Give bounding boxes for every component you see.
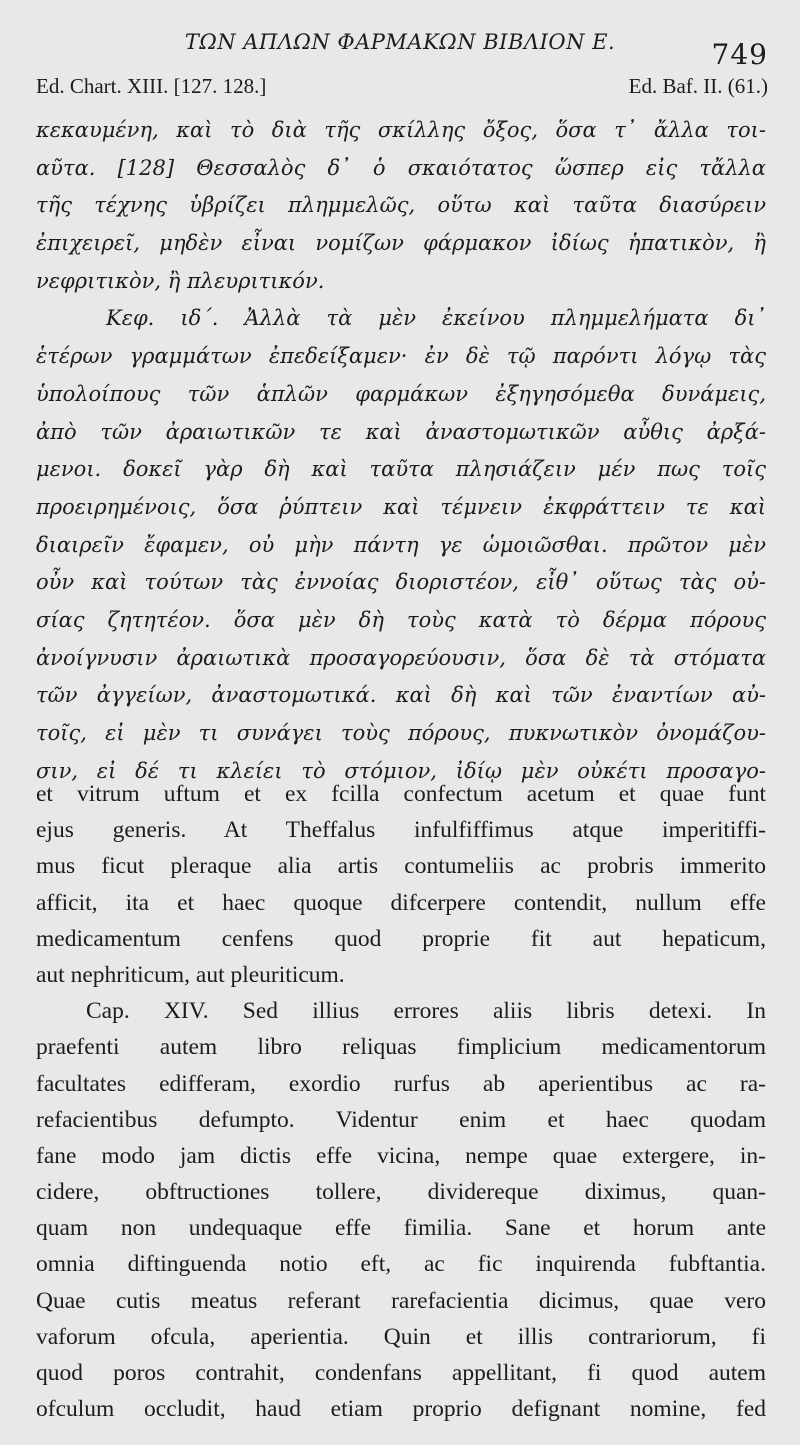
latin-line: Cap. XIV. Sed illius errores aliis libris detexi. In: [86, 998, 766, 1025]
latin-line: afficit, ita et haec quoque difcerpere contendit, nullum effe: [36, 889, 766, 916]
latin-line: ejus generis. At Theffalus infulfiffimus atque imperitiffi-: [36, 817, 766, 844]
latin-line: quod poros contrahit, condenfans appellitant, fi quod autem: [36, 1360, 766, 1386]
latin-line: medicamentum cenfens quod proprie fit aut hepaticum,: [36, 925, 766, 952]
greek-line: κεκαυμένη, καὶ τὸ διὰ τῆς σκίλλης ὄξος, ὅσα τ᾽ ἄλλα τοι-: [36, 118, 766, 142]
latin-line: ofculum occludit, haud etiam proprio defignant nomine, fed: [36, 1396, 766, 1423]
latin-line: et vitrum uftum et ex fcilla confectum acetum et quae funt: [36, 781, 766, 807]
greek-line: τοῖς, εἰ μὲν τι συνάγει τοὺς πόρους, πυκνωτικὸν ὀνομάζου-: [36, 721, 766, 745]
latin-line: aut nephriticum, aut pleuriticum.: [36, 961, 345, 988]
greek-line: τῆς τέχνης ὑβρίζει πλημμελῶς, οὕτω καὶ ταῦτα διασύρειν: [36, 193, 766, 218]
greek-line: τῶν ἀγγείων, ἀναστομωτικά. καὶ δὴ καὶ τῶν ἐναντίων αὐ-: [36, 683, 766, 708]
latin-line: cidere, obftructiones tollere, dividereque diximus, quan-: [36, 1179, 766, 1206]
latin-line: vaforum ofcula, aperientia. Quin et illis contrariorum, fi: [36, 1323, 766, 1350]
edition-reference-right: Ed. Baf. II. (61.): [628, 74, 768, 98]
latin-text-block: [36, 776, 766, 1427]
latin-line: facultates edifferam, exordio rurfus ab aperientibus ac ra-: [36, 1070, 766, 1097]
latin-line: refacientibus defumpto. Videntur enim et haec quodam: [36, 1106, 766, 1133]
latin-line: Quae cutis meatus referant rarefacientia dicimus, quae vero: [36, 1287, 766, 1314]
page-number: 749: [711, 38, 768, 71]
latin-line: fane modo jam dictis effe vicina, nempe quae extergere, in-: [36, 1142, 766, 1169]
greek-line: ἐπιχειρεῖ, μηδὲν εἶναι νομίζων φάρμακον ἰδίως ἡπατικὸν, ἢ: [36, 231, 766, 256]
greek-line: αῦτα. [128] Θεσσαλὸς δ᾽ ὁ σκαιότατος ὥσπερ εἰς τἄλλα: [36, 155, 766, 180]
edition-reference-left: Ed. Chart. XIII. [127. 128.]: [36, 74, 267, 98]
greek-line: Κεφ. ιδ΄. Ἀλλὰ τὰ μὲν ἐκείνου πλημμελήματα δι᾽: [106, 306, 766, 331]
greek-line: προειρημένοις, ὅσα ῥύπτειν καὶ τέμνειν ἐκφράττειν τε καὶ: [36, 494, 766, 519]
greek-line: ὑπολοίπους τῶν ἁπλῶν φαρμάκων ἐξηγησόμεθα δυνάμεις,: [36, 381, 766, 406]
latin-line: omnia diftinguenda notio eft, ac fic inquirenda fubftantia.: [36, 1251, 766, 1278]
greek-line: νεφριτικὸν, ἢ πλευριτικόν.: [36, 268, 325, 293]
greek-line: σίας ζητητέον. ὅσα μὲν δὴ τοὺς κατὰ τὸ δέρμα πόρους: [36, 607, 766, 632]
greek-line: ἀπὸ τῶν ἀραιωτικῶν τε καὶ ἀναστομωτικῶν αὖθις ἀρξά-: [36, 419, 766, 444]
greek-line: οὖν καὶ τούτων τὰς ἐννοίας διοριστέον, εἶθ᾽ οὕτως τὰς οὐ-: [36, 570, 766, 595]
greek-line: σιν, εἰ δέ τι κλείει τὸ στόμιον, ἰδίῳ μὲν οὐκέτι προσαγο-: [36, 758, 766, 783]
greek-line: ἀνοίγνυσιν ἀραιωτικὰ προσαγορεύουσιν, ὅσα δὲ τὰ στόματα: [36, 645, 766, 670]
latin-line: praefenti autem libro reliquas fimplicium medicamentorum: [36, 1034, 766, 1061]
running-title: ΤΩΝ ΑΠΛΩΝ ΦΑΡΜΑΚΩΝ ΒΙΒΛΙΟΝ Ε.: [184, 30, 616, 54]
greek-line: ἑτέρων γραμμάτων ἐπεδείξαμεν· ἐν δὲ τῷ παρόντι λόγῳ τὰς: [36, 344, 766, 369]
greek-text-block: [36, 112, 766, 790]
latin-line: quam non undequaque effe fimilia. Sane et horum ante: [36, 1215, 766, 1242]
greek-line: διαιρεῖν ἔφαμεν, οὐ μὴν πάντη γε ὡμοιῶσθαι. πρῶτον μὲν: [36, 532, 766, 557]
latin-line: mus ficut pleraque alia artis contumeliis ac probris immerito: [36, 853, 766, 880]
greek-line: μενοι. δοκεῖ γὰρ δὴ καὶ ταῦτα πλησιάζειν μέν πως τοῖς: [36, 457, 766, 482]
